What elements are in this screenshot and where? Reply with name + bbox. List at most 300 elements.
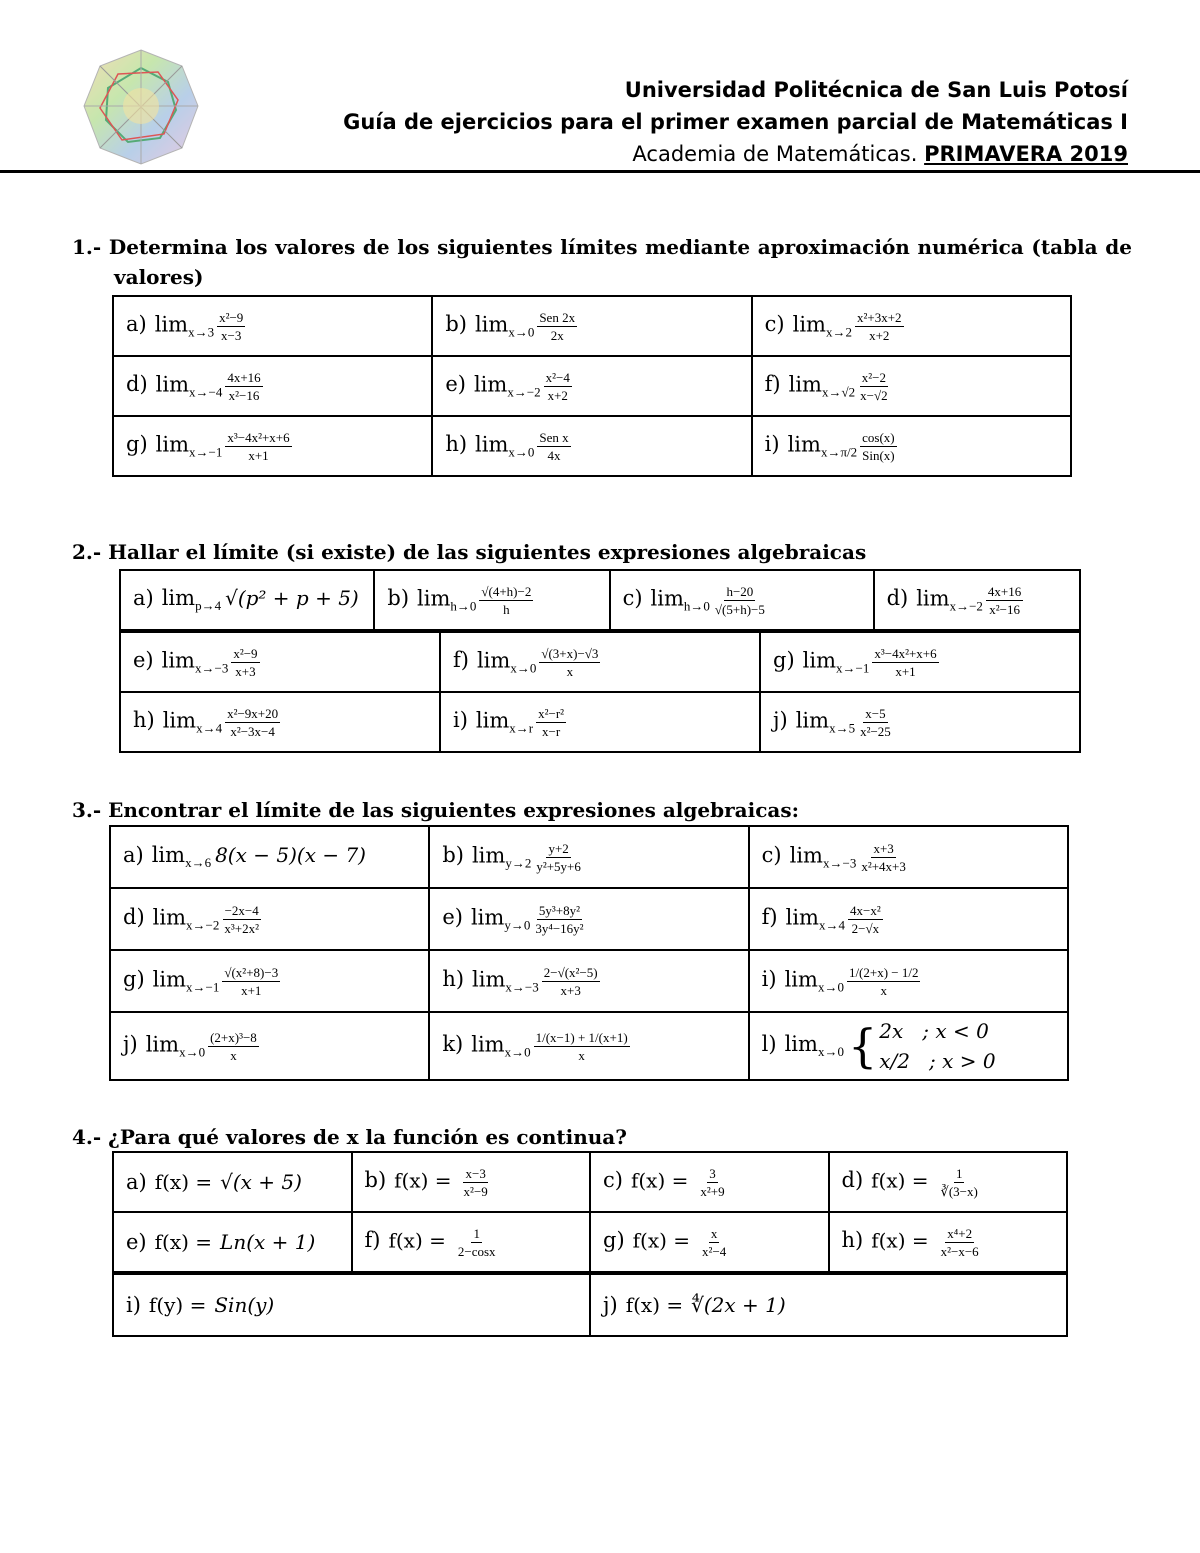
table-row (120, 570, 1080, 630)
lim-operator: lim (784, 966, 818, 991)
exercise-cell (429, 1012, 748, 1080)
exercise-cell (829, 1152, 1068, 1212)
fraction (544, 369, 572, 404)
question-2-table-row1 (119, 569, 1081, 631)
denominator: 4x (547, 447, 561, 463)
denominator: x²−3x−4 (230, 723, 275, 739)
item-label: c) (761, 842, 782, 867)
table-row (113, 1274, 1067, 1336)
function-lhs: f(x) = (394, 1167, 452, 1192)
fraction (222, 902, 261, 937)
exercise-cell (432, 416, 751, 476)
lim-operator: lim (470, 904, 505, 929)
exercise-cell (352, 1152, 591, 1212)
table-row (113, 1212, 1067, 1272)
fraction (939, 1165, 980, 1200)
item-label: j) (773, 707, 788, 732)
function-lhs: f(x) = (388, 1227, 446, 1252)
university-name: Universidad Politécnica de San Luis Potosí (624, 78, 1128, 102)
item-label: a) (133, 586, 154, 610)
lim-subscript: x→−1 (836, 659, 870, 675)
numerator: 4x−x² (849, 902, 881, 918)
exercise-cell (113, 1152, 352, 1212)
lim-subscript: x→0 (817, 978, 844, 994)
function-lhs: f(y) = (148, 1292, 207, 1317)
exercise-cell (113, 296, 432, 356)
denominator: ∛(3−x) (940, 1183, 978, 1199)
lim-operator: lim (475, 431, 509, 456)
lim-operator: lim (161, 647, 195, 672)
exercise-cell (429, 888, 748, 950)
question-2-table (119, 631, 1081, 753)
fraction (537, 309, 577, 344)
lim-subscript: x→−2 (186, 916, 220, 932)
item-label: c) (622, 585, 643, 610)
lim-subscript: x→3 (188, 323, 215, 339)
item-label: a) (123, 843, 144, 867)
academy-name: Academia de Matemáticas. (632, 142, 918, 166)
term-label: PRIMAVERA 2019 (924, 142, 1128, 166)
denominator: x+3 (235, 663, 256, 679)
question-4-title: 4.- ¿Para qué valores de x la función es continua? (72, 1125, 627, 1149)
numerator: 4x+16 (987, 583, 1022, 599)
lim-subscript: x→0 (179, 1043, 206, 1059)
fraction (222, 964, 280, 999)
fraction (225, 369, 262, 404)
denominator: x+3 (560, 982, 581, 998)
denominator: x²−25 (860, 723, 891, 739)
denominator: 3y⁴−16y² (535, 920, 584, 936)
exercise-cell (429, 826, 748, 888)
numerator: x²−4 (545, 369, 570, 385)
fraction (700, 1225, 728, 1260)
fraction (859, 840, 908, 875)
fraction (537, 429, 570, 464)
exercise-cell (120, 692, 440, 752)
item-label: l) (761, 1031, 777, 1056)
function-lhs: f(x) = (632, 1227, 691, 1252)
item-label: i) (126, 1292, 141, 1317)
lim-operator: lim (785, 904, 819, 929)
numerator: x−5 (865, 705, 886, 721)
numerator: 1/(x−1) + 1/(x+1) (535, 1029, 628, 1045)
numerator: 1 (955, 1165, 963, 1181)
expression: 8(x − 5)(x − 7) (215, 843, 366, 867)
denominator: Sin(x) (862, 447, 895, 463)
denominator: x²−x−6 (940, 1243, 979, 1259)
fraction (225, 705, 280, 740)
lim-operator: lim (795, 707, 830, 732)
denominator: x²−4 (702, 1243, 727, 1259)
item-label: b) (442, 842, 464, 867)
fraction (536, 705, 566, 740)
fraction (539, 645, 600, 680)
guide-title: Guía de ejercicios para el primer examen parcial de Matemáticas I (343, 110, 1128, 134)
q1-title-line2: valores) (114, 265, 204, 289)
lim-operator: lim (161, 586, 196, 610)
lim-subscript: x→−1 (186, 978, 220, 994)
exercise-cell (113, 1274, 590, 1336)
item-label: h) (841, 1227, 864, 1252)
table-row (113, 416, 1071, 476)
lim-operator: lim (145, 1031, 180, 1056)
fraction (217, 309, 245, 344)
document-header (343, 74, 1128, 170)
q1-title-line1: 1.- Determina los valores de los siguientes límites mediante aproximación numérica (tabla de (72, 235, 1132, 259)
numerator: 5y³+8y² (538, 902, 581, 918)
numerator: x²−9 (219, 309, 244, 325)
denominator: x²−16 (228, 387, 260, 403)
lim-operator: lim (417, 585, 451, 610)
piecewise (848, 1016, 996, 1076)
exercise-cell (752, 416, 1071, 476)
table-row (110, 950, 1068, 1012)
exercise-cell (110, 1012, 429, 1080)
lim-subscript: y→0 (504, 916, 531, 932)
numerator: x²−2 (861, 369, 886, 385)
lim-subscript: x→0 (508, 443, 535, 459)
exercise-cell (749, 950, 1068, 1012)
item-label: d) (841, 1167, 864, 1192)
item-label: f) (761, 904, 778, 929)
lim-subscript: x→4 (818, 916, 845, 932)
numerator: x²+3x+2 (856, 309, 902, 325)
lim-subscript: x→4 (196, 719, 223, 735)
fraction (847, 964, 921, 999)
item-label: a) (126, 311, 147, 336)
expression: Sin(y) (214, 1292, 275, 1317)
denominator: x²+9 (700, 1183, 725, 1199)
denominator: x+2 (869, 327, 890, 343)
lim-subscript: x→−3 (505, 978, 539, 994)
exercise-cell (440, 632, 760, 692)
numerator: x³−4x²+x+6 (874, 645, 937, 661)
denominator: √(5+h)−5 (714, 601, 765, 617)
header-rule (0, 170, 1200, 173)
denominator: x (578, 1047, 585, 1063)
numerator: x⁴+2 (947, 1225, 973, 1241)
item-label: h) (442, 966, 465, 991)
exercise-cell (590, 1212, 829, 1272)
table-row (120, 692, 1080, 752)
numerator: √(4+h)−2 (481, 583, 532, 599)
table-row (110, 888, 1068, 950)
numerator: x²−9 (233, 645, 258, 661)
item-label: j) (603, 1292, 618, 1317)
item-label: d) (126, 371, 148, 396)
numerator: 3 (709, 1165, 716, 1181)
numerator: h−20 (726, 583, 754, 599)
item-label: c) (603, 1167, 623, 1192)
item-label: k) (442, 1031, 464, 1056)
numerator: (2+x)³−8 (210, 1029, 257, 1045)
fraction (534, 840, 583, 875)
fraction (858, 705, 893, 740)
exercise-cell (352, 1212, 591, 1272)
lim-operator: lim (155, 431, 189, 456)
item-label: g) (123, 966, 145, 991)
item-label: f) (364, 1227, 381, 1252)
fraction (939, 1225, 981, 1260)
lim-subscript: x→π/2 (820, 443, 858, 459)
exercise-cell (113, 1212, 352, 1272)
item-label: e) (133, 647, 154, 672)
fraction (872, 645, 938, 680)
item-label: c) (764, 311, 785, 336)
numerator: Sen x (539, 429, 569, 445)
item-label: f) (764, 371, 781, 396)
function-lhs: f(x) = (630, 1167, 689, 1192)
question-3-title: 3.- Encontrar el límite de las siguientes expresiones algebraicas: (72, 798, 799, 822)
lim-operator: lim (474, 311, 509, 336)
function-lhs: f(x) = (154, 1229, 213, 1254)
denominator: x+1 (895, 663, 916, 679)
numerator: x−3 (465, 1165, 486, 1181)
numerator: √(x²+8)−3 (224, 964, 279, 980)
item-label: e) (442, 904, 463, 929)
lim-subscript: h→0 (683, 597, 710, 613)
lim-subscript: y→2 (505, 854, 532, 870)
item-label: d) (886, 585, 909, 610)
fraction (208, 1029, 259, 1064)
function-lhs: f(x) = (625, 1292, 684, 1317)
numerator: 1/(2+x) − 1/2 (848, 964, 919, 980)
item-label: b) (364, 1167, 387, 1192)
denominator: x²−16 (989, 601, 1020, 617)
item-label: i) (453, 707, 468, 732)
exercise-cell (110, 826, 429, 888)
lim-operator: lim (151, 843, 186, 867)
question-1-table (112, 295, 1072, 477)
lim-subscript: x→r (509, 719, 534, 735)
exercise-cell (749, 888, 1068, 950)
lim-operator: lim (473, 371, 508, 396)
fraction (858, 369, 889, 404)
exercise-cell (829, 1212, 1068, 1272)
lim-operator: lim (802, 647, 836, 672)
case-2: x/2 ; x > 0 (879, 1049, 996, 1073)
item-label: b) (445, 311, 467, 336)
lim-operator: lim (152, 966, 186, 991)
lim-subscript: x→−2 (507, 383, 541, 399)
numerator: −2x−4 (224, 902, 259, 918)
question-3-table (109, 825, 1069, 1081)
fraction (860, 429, 897, 464)
table-row (113, 356, 1071, 416)
exercise-cell (432, 356, 751, 416)
numerator: x+3 (873, 840, 894, 856)
lim-subscript: h→0 (450, 597, 477, 613)
fraction (534, 1029, 630, 1064)
item-label: g) (603, 1227, 625, 1252)
fraction (848, 902, 883, 937)
lim-subscript: x→√2 (821, 383, 856, 399)
denominator: x (566, 663, 574, 679)
table-row (120, 632, 1080, 692)
exercise-cell (590, 1274, 1067, 1336)
exercise-cell (874, 570, 1080, 630)
lim-operator: lim (471, 842, 506, 867)
fraction (479, 583, 533, 618)
lim-operator: lim (784, 1031, 818, 1056)
exercise-cell (590, 1152, 829, 1212)
exercise-cell (374, 570, 609, 630)
table-row (113, 1152, 1067, 1212)
lim-operator: lim (154, 311, 189, 336)
denominator: x+1 (241, 982, 262, 998)
exercise-cell (440, 692, 760, 752)
lim-subscript: x→6 (185, 855, 212, 870)
numerator: cos(x) (862, 429, 895, 445)
lim-subscript: x→2 (825, 323, 852, 339)
fraction (456, 1225, 498, 1260)
exercise-cell (749, 826, 1068, 888)
lim-operator: lim (475, 707, 510, 732)
expression: Ln(x + 1) (220, 1229, 316, 1254)
item-label: i) (764, 431, 780, 456)
exercise-cell (429, 950, 748, 1012)
lim-subscript: x→−3 (194, 659, 229, 675)
fraction (698, 1165, 726, 1200)
exercise-cell (110, 888, 429, 950)
fraction (855, 309, 904, 344)
denominator: x (880, 982, 887, 998)
denominator: x+2 (547, 387, 568, 403)
university-logo (78, 44, 204, 170)
item-label: a) (126, 1169, 147, 1194)
lim-subscript: x→−2 (949, 597, 983, 613)
item-label: h) (445, 431, 468, 456)
exercise-cell (752, 356, 1071, 416)
item-label: b) (387, 585, 410, 610)
exercise-cell (752, 296, 1071, 356)
numerator: x³−4x²+x+6 (227, 429, 290, 445)
case-1: 2x ; x < 0 (879, 1019, 989, 1043)
item-label: g) (126, 431, 148, 456)
denominator: x²−9 (463, 1183, 488, 1199)
item-label: d) (123, 904, 145, 929)
denominator: 2−cosx (457, 1243, 496, 1259)
numerator: 4x+16 (227, 369, 261, 385)
lim-subscript: x→0 (510, 659, 537, 675)
denominator: y²+5y+6 (536, 858, 581, 874)
lim-operator: lim (152, 904, 186, 929)
question-2-title: 2.- Hallar el límite (si existe) de las siguientes expresiones algebraicas (72, 540, 867, 564)
fraction (462, 1165, 490, 1200)
expression: √(x + 5) (220, 1169, 302, 1194)
exercise-cell (120, 632, 440, 692)
question-4-table (112, 1151, 1068, 1273)
fraction (231, 645, 259, 680)
exercise-cell (760, 632, 1080, 692)
denominator: 2−√x (851, 920, 880, 936)
lim-operator: lim (650, 585, 684, 610)
lim-operator: lim (788, 371, 822, 396)
fraction (986, 583, 1023, 618)
lim-operator: lim (792, 311, 826, 336)
lim-operator: lim (472, 966, 506, 991)
lim-subscript: x→0 (508, 323, 535, 339)
denominator: x−√2 (860, 387, 888, 403)
denominator: x+1 (248, 447, 269, 463)
lim-operator: lim (162, 707, 197, 732)
table-row (110, 826, 1068, 888)
numerator: Sen 2x (539, 309, 576, 325)
exercise-cell (610, 570, 874, 630)
denominator: x²+4x+3 (861, 858, 906, 874)
lim-operator: lim (471, 1031, 505, 1056)
brace: { (847, 1019, 878, 1073)
exercise-cell (120, 570, 374, 630)
numerator: x (710, 1225, 718, 1241)
exercise-cell (110, 950, 429, 1012)
expression: √(p² + p + 5) (225, 586, 359, 610)
denominator: x³+2x² (224, 920, 259, 936)
table-row (113, 296, 1071, 356)
item-label: e) (126, 1229, 147, 1254)
question-1-title (72, 232, 1132, 292)
lim-subscript: p→4 (195, 598, 222, 613)
lim-operator: lim (789, 842, 823, 867)
numerator: √(3+x)−√3 (541, 645, 599, 661)
lim-subscript: x→0 (504, 1043, 531, 1059)
denominator: 2x (550, 327, 564, 343)
lim-operator: lim (787, 431, 821, 456)
academy-line (343, 138, 1128, 170)
lim-subscript: x→−4 (189, 383, 223, 399)
numerator: 2−√(x²−5) (543, 964, 598, 980)
exercise-cell (113, 356, 432, 416)
fraction (713, 583, 767, 618)
item-label: j) (123, 1031, 138, 1056)
function-lhs: f(x) = (871, 1227, 929, 1252)
exercise-cell (749, 1012, 1068, 1080)
lim-operator: lim (476, 647, 511, 672)
item-label: g) (773, 647, 795, 672)
denominator: x (230, 1047, 237, 1063)
piecewise-cases (879, 1016, 995, 1076)
item-label: i) (761, 966, 777, 991)
function-lhs: f(x) = (871, 1167, 929, 1192)
lim-subscript: x→5 (829, 719, 856, 735)
question-4-table-row3 (112, 1273, 1068, 1337)
lim-operator: lim (916, 585, 950, 610)
numerator: x²−r² (538, 705, 565, 721)
lim-operator: lim (155, 371, 189, 396)
table-row (110, 1012, 1068, 1080)
item-label: h) (133, 707, 155, 732)
numerator: x²−9x+20 (227, 705, 279, 721)
numerator: y+2 (548, 840, 569, 856)
lim-subscript: x→−3 (822, 854, 857, 870)
denominator: x−3 (221, 327, 242, 343)
exercise-cell (760, 692, 1080, 752)
item-label: f) (453, 647, 469, 672)
function-lhs: f(x) = (154, 1169, 213, 1194)
denominator: x−r (542, 723, 561, 739)
fraction (542, 964, 600, 999)
fraction (533, 902, 585, 937)
exercise-cell (113, 416, 432, 476)
lim-subscript: x→−1 (189, 443, 223, 459)
item-label: e) (445, 371, 466, 396)
numerator: 1 (473, 1225, 480, 1241)
fraction (225, 429, 291, 464)
denominator: h (503, 601, 510, 617)
lim-subscript: x→0 (817, 1043, 844, 1059)
exercise-cell (432, 296, 751, 356)
expression: ∜(2x + 1) (691, 1292, 786, 1317)
